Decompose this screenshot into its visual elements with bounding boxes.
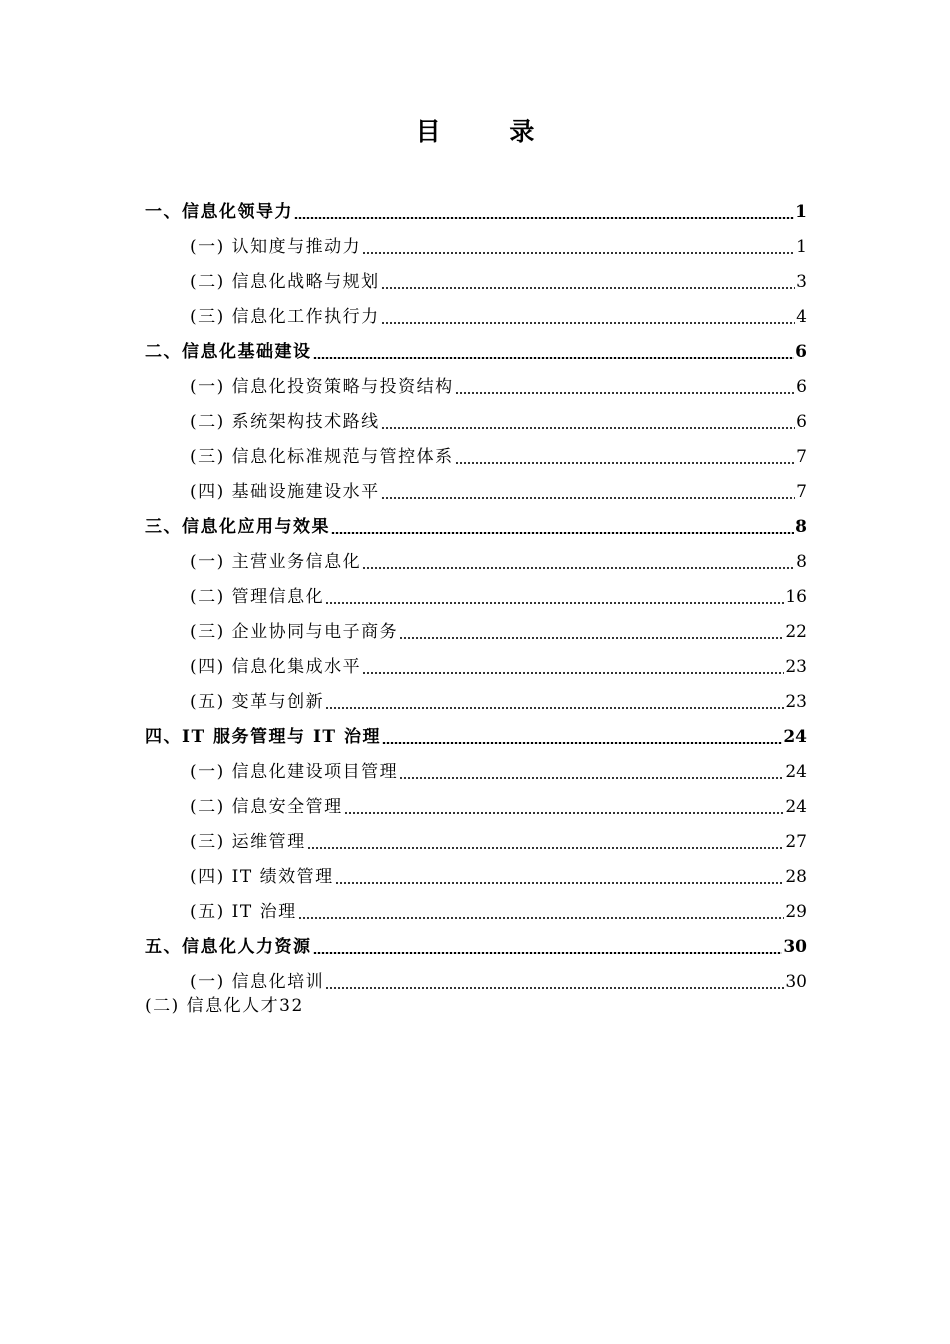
toc-page-number: 8 — [796, 552, 807, 572]
toc-entry-label: (一) 信息化投资策略与投资结构 — [190, 377, 454, 397]
toc-entry-label: 二、信息化基础建设 — [145, 342, 312, 362]
toc-page-number: 4 — [796, 307, 807, 327]
toc-page-number: 27 — [785, 832, 807, 852]
toc-entry-label: (一) 认知度与推动力 — [190, 237, 362, 257]
dot-leader — [294, 217, 794, 219]
page-title: 目 录 — [415, 117, 565, 146]
toc-entry-label: 一、信息化领导力 — [145, 202, 293, 222]
toc-page-number: 7 — [796, 482, 807, 502]
toc-page-number: 16 — [785, 587, 807, 607]
toc-entry-label: (三) 信息化标准规范与管控体系 — [190, 447, 454, 467]
toc-subsection[interactable] — [190, 853, 807, 888]
dot-leader — [325, 707, 784, 709]
toc-page-number: 1 — [796, 237, 807, 257]
dot-leader — [362, 567, 795, 569]
toc-entry-label: (五) 变革与创新 — [190, 692, 325, 712]
toc-page-number: 28 — [785, 867, 807, 887]
dot-leader — [313, 357, 795, 359]
toc-subsection[interactable] — [190, 258, 807, 293]
toc-entry-label: (三) 运维管理 — [190, 832, 306, 852]
dot-leader — [298, 917, 785, 919]
toc-section[interactable] — [145, 713, 807, 748]
toc-entry-label: 五、信息化人力资源 — [145, 937, 312, 957]
toc-subsection[interactable] — [190, 468, 807, 503]
toc-section[interactable] — [145, 923, 807, 958]
toc-subsection[interactable] — [190, 748, 807, 783]
dot-leader — [381, 322, 796, 324]
dot-leader — [362, 252, 795, 254]
toc-subsection[interactable] — [190, 608, 807, 643]
dot-leader — [307, 847, 785, 849]
toc-page-number: 1 — [795, 202, 807, 222]
dot-leader — [344, 812, 785, 814]
toc-entry-label: (三) 企业协同与电子商务 — [190, 622, 399, 642]
dot-leader — [331, 532, 794, 534]
toc-page-number: 3 — [796, 272, 807, 292]
toc-subsection[interactable] — [190, 398, 807, 433]
toc-page-number: 24 — [783, 727, 807, 747]
toc-entry-label: (一) 信息化建设项目管理 — [190, 762, 399, 782]
dot-leader — [455, 462, 796, 464]
dot-leader — [313, 952, 783, 954]
toc-entry-label: (一) 主营业务信息化 — [190, 552, 362, 572]
toc-page-number: 24 — [785, 797, 807, 817]
dot-leader — [381, 497, 796, 499]
toc-subsection[interactable] — [190, 293, 807, 328]
toc-page-number: 30 — [783, 937, 807, 957]
toc-subsection[interactable] — [190, 678, 807, 713]
toc-subsection[interactable] — [190, 818, 807, 853]
dot-leader — [325, 987, 784, 989]
toc-section[interactable] — [145, 503, 807, 538]
toc-entry-label: (五) IT 治理 — [190, 902, 297, 922]
toc-page-number: 23 — [785, 692, 807, 712]
dot-leader — [381, 287, 796, 289]
toc-subsection[interactable] — [190, 433, 807, 468]
dot-leader — [382, 742, 782, 744]
toc-entry-label: 四、IT 服务管理与 IT 治理 — [145, 727, 381, 747]
toc-page-number: 6 — [795, 342, 807, 362]
toc-entry-label: (二) 管理信息化 — [190, 587, 325, 607]
toc-page-number: 7 — [796, 447, 807, 467]
toc-subsection[interactable] — [190, 888, 807, 923]
toc-entry-label: (一) 信息化培训 — [190, 972, 325, 992]
toc-subsection[interactable] — [190, 223, 807, 258]
toc-subsection[interactable] — [190, 643, 807, 678]
toc-entry-unformatted[interactable]: (二) 信息化人才32 — [145, 996, 304, 1016]
toc-subsection[interactable] — [190, 363, 807, 398]
toc-entry-label: (四) 基础设施建设水平 — [190, 482, 380, 502]
toc-page-number: 24 — [785, 762, 807, 782]
dot-leader — [325, 602, 784, 604]
toc-entry-label: (二) 信息化战略与规划 — [190, 272, 380, 292]
dot-leader — [399, 637, 784, 639]
toc-page-number: 23 — [785, 657, 807, 677]
dot-leader — [381, 427, 796, 429]
dot-leader — [335, 882, 785, 884]
toc-entry-label: (二) 信息安全管理 — [190, 797, 343, 817]
toc-page-number: 6 — [796, 377, 807, 397]
toc-page-number: 6 — [796, 412, 807, 432]
toc-section[interactable] — [145, 188, 807, 223]
dot-leader — [399, 777, 784, 779]
dot-leader — [455, 392, 796, 394]
toc-subsection[interactable] — [190, 783, 807, 818]
toc-section[interactable] — [145, 328, 807, 363]
toc-page-number: 8 — [795, 517, 807, 537]
toc-entry-label: (二) 系统架构技术路线 — [190, 412, 380, 432]
toc-entry-label: 三、信息化应用与效果 — [145, 517, 330, 537]
toc-page-number: 22 — [785, 622, 807, 642]
toc-subsection[interactable] — [190, 538, 807, 573]
toc-subsection[interactable] — [190, 958, 807, 993]
toc-subsection[interactable] — [190, 573, 807, 608]
toc-entry-label: (四) IT 绩效管理 — [190, 867, 334, 887]
toc-page-number: 30 — [785, 972, 807, 992]
toc-entry-label: (三) 信息化工作执行力 — [190, 307, 380, 327]
toc-page-number: 29 — [785, 902, 807, 922]
toc-entry-label: (四) 信息化集成水平 — [190, 657, 362, 677]
dot-leader — [362, 672, 784, 674]
